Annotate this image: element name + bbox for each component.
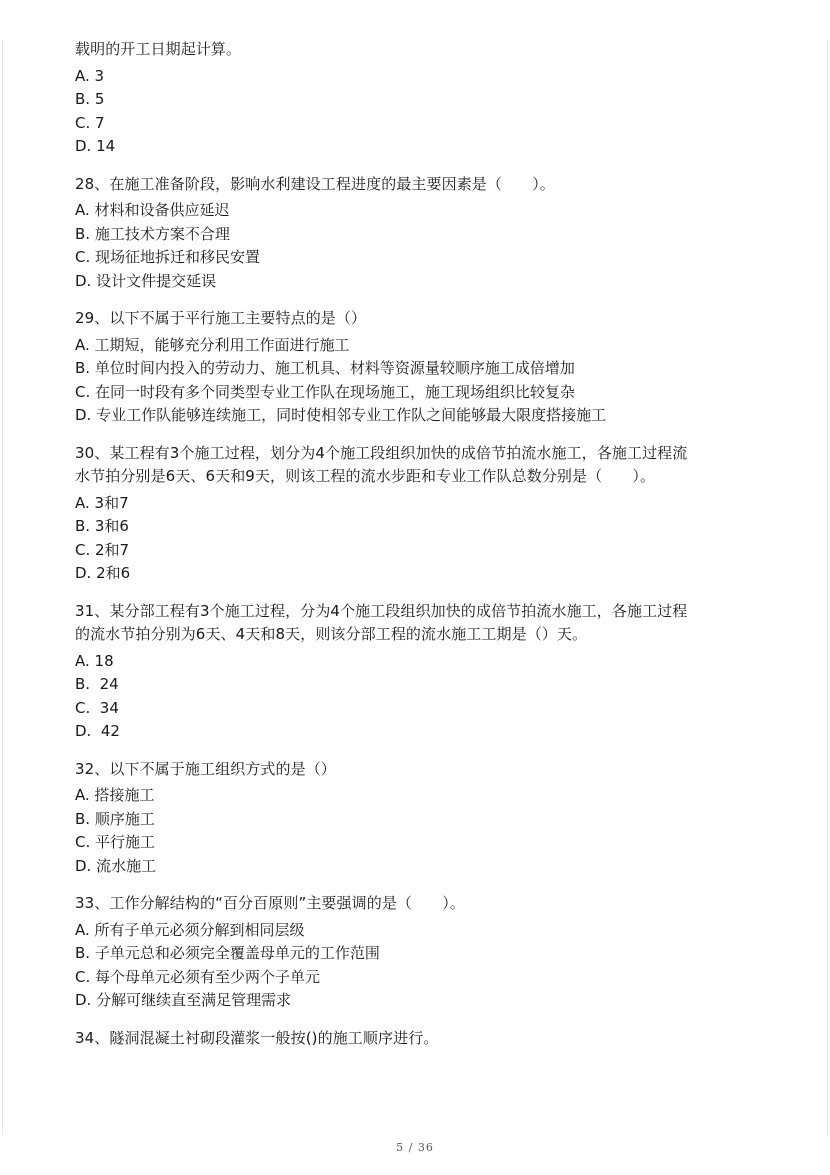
question-stem-line: 32、以下不属于施工组织方式的是（） xyxy=(75,759,336,778)
option-a: A. 18 xyxy=(75,651,114,670)
page-number-indicator: 5 / 36 xyxy=(396,1141,434,1154)
option-a: A. 所有子单元必须分解到相同层级 xyxy=(75,920,305,939)
question-stem-line: 33、工作分解结构的“百分百原则”主要强调的是（ ）。 xyxy=(75,894,465,912)
option-d: D. 2和6 xyxy=(75,564,131,582)
option-b: B. 子单元总和必须完全覆盖母单元的工作范围 xyxy=(75,944,380,962)
question-27-continuation: 载明的开工日期起计算。 xyxy=(75,40,242,58)
question-stem-line: 的流水节拍分别为6天、4天和8天，则该分部工程的流水施工工期是（）天。 xyxy=(75,625,588,643)
question-stem-line: 30、某工程有3个施工过程，划分为4个施工段组织加快的成倍节拍流水施工，各施工过程流 xyxy=(75,443,688,462)
question-28 xyxy=(75,173,765,294)
option-b: B. 单位时间内投入的劳动力、施工机具、材料等资源量较顺序施工成倍增加 xyxy=(75,359,575,377)
question-33 xyxy=(75,892,765,1013)
question-stem xyxy=(75,1027,765,1051)
question-stem-line: 28、在施工准备阶段，影响水利建设工程进度的最主要因素是（ ）。 xyxy=(75,174,555,193)
question-stem-line: 34、隧洞混凝土衬砌段灌浆一般按()的施工顺序进行。 xyxy=(75,1028,439,1047)
option-b: B. 顺序施工 xyxy=(75,809,155,828)
question-31 xyxy=(75,600,765,744)
option-a: A. 搭接施工 xyxy=(75,786,155,804)
question-stem xyxy=(75,892,765,916)
page-edge-left xyxy=(2,40,3,1135)
option-d: D. 14 xyxy=(75,137,116,155)
question-stem xyxy=(75,307,765,331)
question-stem xyxy=(75,758,765,782)
option-a: A. 工期短，能够充分利用工作面进行施工 xyxy=(75,335,350,354)
option-c: C. 7 xyxy=(75,113,105,132)
option-b: B. 24 xyxy=(75,675,119,693)
option-d: D. 分解可继续直至满足管理需求 xyxy=(75,991,292,1009)
question-34 xyxy=(75,1027,765,1051)
page-content xyxy=(75,38,765,1053)
option-a: A. 3 xyxy=(75,66,105,85)
option-d: D. 流水施工 xyxy=(75,856,157,875)
page-edge-right xyxy=(827,40,828,1135)
option-d: D. 42 xyxy=(75,722,120,740)
question-stem xyxy=(75,442,765,489)
question-29 xyxy=(75,307,765,428)
question-stem xyxy=(75,173,765,197)
question-stem-line: 29、以下不属于平行施工主要特点的是（） xyxy=(75,309,367,327)
question-27-options xyxy=(75,65,765,159)
option-d: D. 设计文件提交延误 xyxy=(75,271,217,290)
option-c: C. 每个母单元必须有至少两个子单元 xyxy=(75,967,321,986)
option-b: B. 3和6 xyxy=(75,517,129,535)
question-stem-line: 水节拍分别是6天、6天和9天，则该工程的流水步距和专业工作队总数分别是（ ）。 xyxy=(75,467,656,485)
option-a: A. 材料和设备供应延迟 xyxy=(75,201,230,219)
option-c: C. 34 xyxy=(75,698,119,717)
option-a: A. 3和7 xyxy=(75,493,129,512)
option-d: D. 专业工作队能够连续施工，同时使相邻专业工作队之间能够最大限度搭接施工 xyxy=(75,406,607,424)
question-stem xyxy=(75,600,765,647)
option-b: B. 施工技术方案不合理 xyxy=(75,224,230,243)
option-c: C. 在同一时段有多个同类型专业工作队在现场施工，施工现场组织比较复杂 xyxy=(75,382,576,401)
option-c: C. 现场征地拆迁和移民安置 xyxy=(75,248,261,266)
option-b: B. 5 xyxy=(75,90,105,108)
question-32 xyxy=(75,758,765,879)
question-stem-line: 31、某分部工程有3个施工过程，分为4个施工段组织加快的成倍节拍流水施工，各施工过程 xyxy=(75,601,688,620)
option-c: C. 2和7 xyxy=(75,540,130,559)
option-c: C. 平行施工 xyxy=(75,833,156,851)
question-30 xyxy=(75,442,765,586)
